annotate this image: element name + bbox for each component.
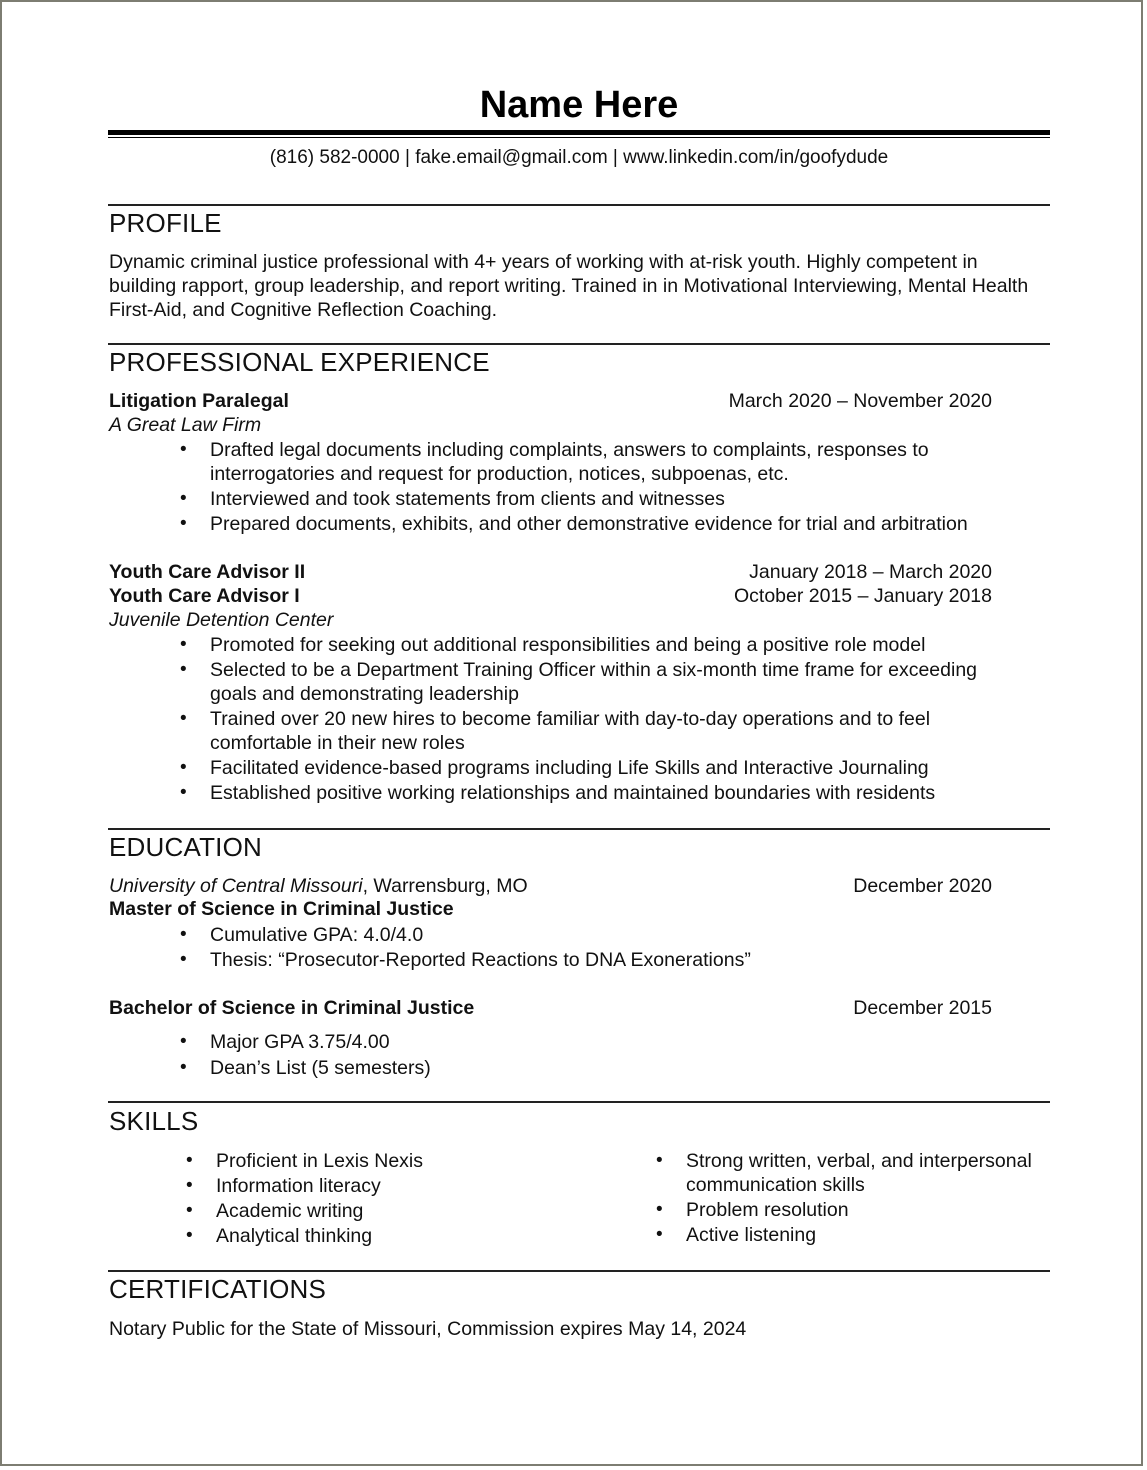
job2-role-b: Youth Care Advisor I bbox=[109, 585, 300, 607]
list-item: • Cumulative GPA: 4.0/4.0 bbox=[180, 923, 1015, 947]
job1-company: A Great Law Firm bbox=[109, 414, 262, 436]
list-item: • Drafted legal documents including complaints, answers to complaints, responses to interrogatories and request for production, notices, subpoenas, etc. bbox=[180, 438, 1015, 486]
job2-dates-a: January 2018 – March 2020 bbox=[749, 561, 992, 583]
school-location: , Warrensburg, MO bbox=[362, 875, 528, 897]
job2-bullets bbox=[180, 633, 1015, 805]
list-item: • Strong written, verbal, and interpersonal communication skills bbox=[656, 1149, 1056, 1197]
job2-role-a: Youth Care Advisor II bbox=[109, 561, 306, 583]
ms-date: December 2020 bbox=[853, 875, 992, 897]
job1-bullets bbox=[180, 438, 1015, 536]
certifications-rule bbox=[108, 1270, 1050, 1272]
list-item: • Prepared documents, exhibits, and other demonstrative evidence for trial and arbitration bbox=[180, 512, 1015, 536]
candidate-name: Name Here bbox=[479, 84, 679, 126]
bs-degree: Bachelor of Science in Criminal Justice bbox=[109, 997, 475, 1019]
skills-heading: SKILLS bbox=[109, 1106, 199, 1136]
list-item: • Dean’s List (5 semesters) bbox=[180, 1056, 1015, 1080]
list-item: • Academic writing bbox=[186, 1199, 586, 1223]
job2-dates-b: October 2015 – January 2018 bbox=[733, 585, 992, 607]
job1-dates: March 2020 – November 2020 bbox=[728, 390, 992, 412]
certifications-heading: CERTIFICATIONS bbox=[109, 1274, 327, 1304]
experience-rule bbox=[108, 343, 1050, 345]
list-item: • Promoted for seeking out additional responsibilities and being a positive role model bbox=[180, 633, 1015, 657]
list-item: • Selected to be a Department Training Officer within a six-month time frame for exceeding goals and demonstrating leadership bbox=[180, 658, 1015, 706]
list-item: • Problem resolution bbox=[656, 1198, 1056, 1222]
profile-text: Dynamic criminal justice professional with 4+ years of working with at-risk youth. Highly competent in building rapport, group leadership, and report writing. Trained in in Motivational Interviewing, Mental Health First-Aid, and Cognitive Reflection Coaching. bbox=[109, 251, 1029, 321]
skills-left-list bbox=[186, 1149, 586, 1248]
certification-text: Notary Public for the State of Missouri, Commission expires May 14, 2024 bbox=[109, 1318, 747, 1340]
header-rule-thick bbox=[108, 130, 1050, 135]
ms-degree: Master of Science in Criminal Justice bbox=[109, 898, 454, 920]
header-rule-thin bbox=[108, 137, 1050, 138]
list-item: • Major GPA 3.75/4.00 bbox=[180, 1030, 1015, 1054]
school-line bbox=[109, 874, 528, 898]
skills-right-list bbox=[656, 1149, 1056, 1247]
list-item: • Established positive working relationships and maintained boundaries with residents bbox=[180, 781, 1015, 805]
list-item: • Active listening bbox=[656, 1223, 1056, 1247]
list-item: • Information literacy bbox=[186, 1174, 586, 1198]
list-item: • Trained over 20 new hires to become familiar with day-to-day operations and to feel comfortable in their new roles bbox=[180, 707, 1015, 755]
list-item: • Proficient in Lexis Nexis bbox=[186, 1149, 586, 1173]
experience-heading: PROFESSIONAL EXPERIENCE bbox=[109, 347, 490, 377]
list-item: • Facilitated evidence-based programs including Life Skills and Interactive Journaling bbox=[180, 756, 1015, 780]
bs-date: December 2015 bbox=[853, 997, 992, 1019]
list-item: • Analytical thinking bbox=[186, 1224, 586, 1248]
list-item: • Interviewed and took statements from clients and witnesses bbox=[180, 487, 1015, 511]
education-rule bbox=[108, 828, 1050, 830]
bs-bullets bbox=[180, 1030, 1015, 1080]
job1-role: Litigation Paralegal bbox=[109, 390, 289, 412]
school-name: University of Central Missouri bbox=[109, 875, 363, 897]
job2-company: Juvenile Detention Center bbox=[109, 609, 334, 631]
education-heading: EDUCATION bbox=[109, 832, 262, 862]
skills-rule bbox=[108, 1101, 1050, 1103]
profile-heading: PROFILE bbox=[109, 208, 222, 238]
list-item: • Thesis: “Prosecutor-Reported Reactions to DNA Exonerations” bbox=[180, 948, 1015, 972]
contact-line: (816) 582-0000 | fake.email@gmail.com | www.linkedin.com/in/goofydude bbox=[269, 147, 889, 168]
ms-bullets bbox=[180, 923, 1015, 972]
profile-rule bbox=[108, 204, 1050, 206]
